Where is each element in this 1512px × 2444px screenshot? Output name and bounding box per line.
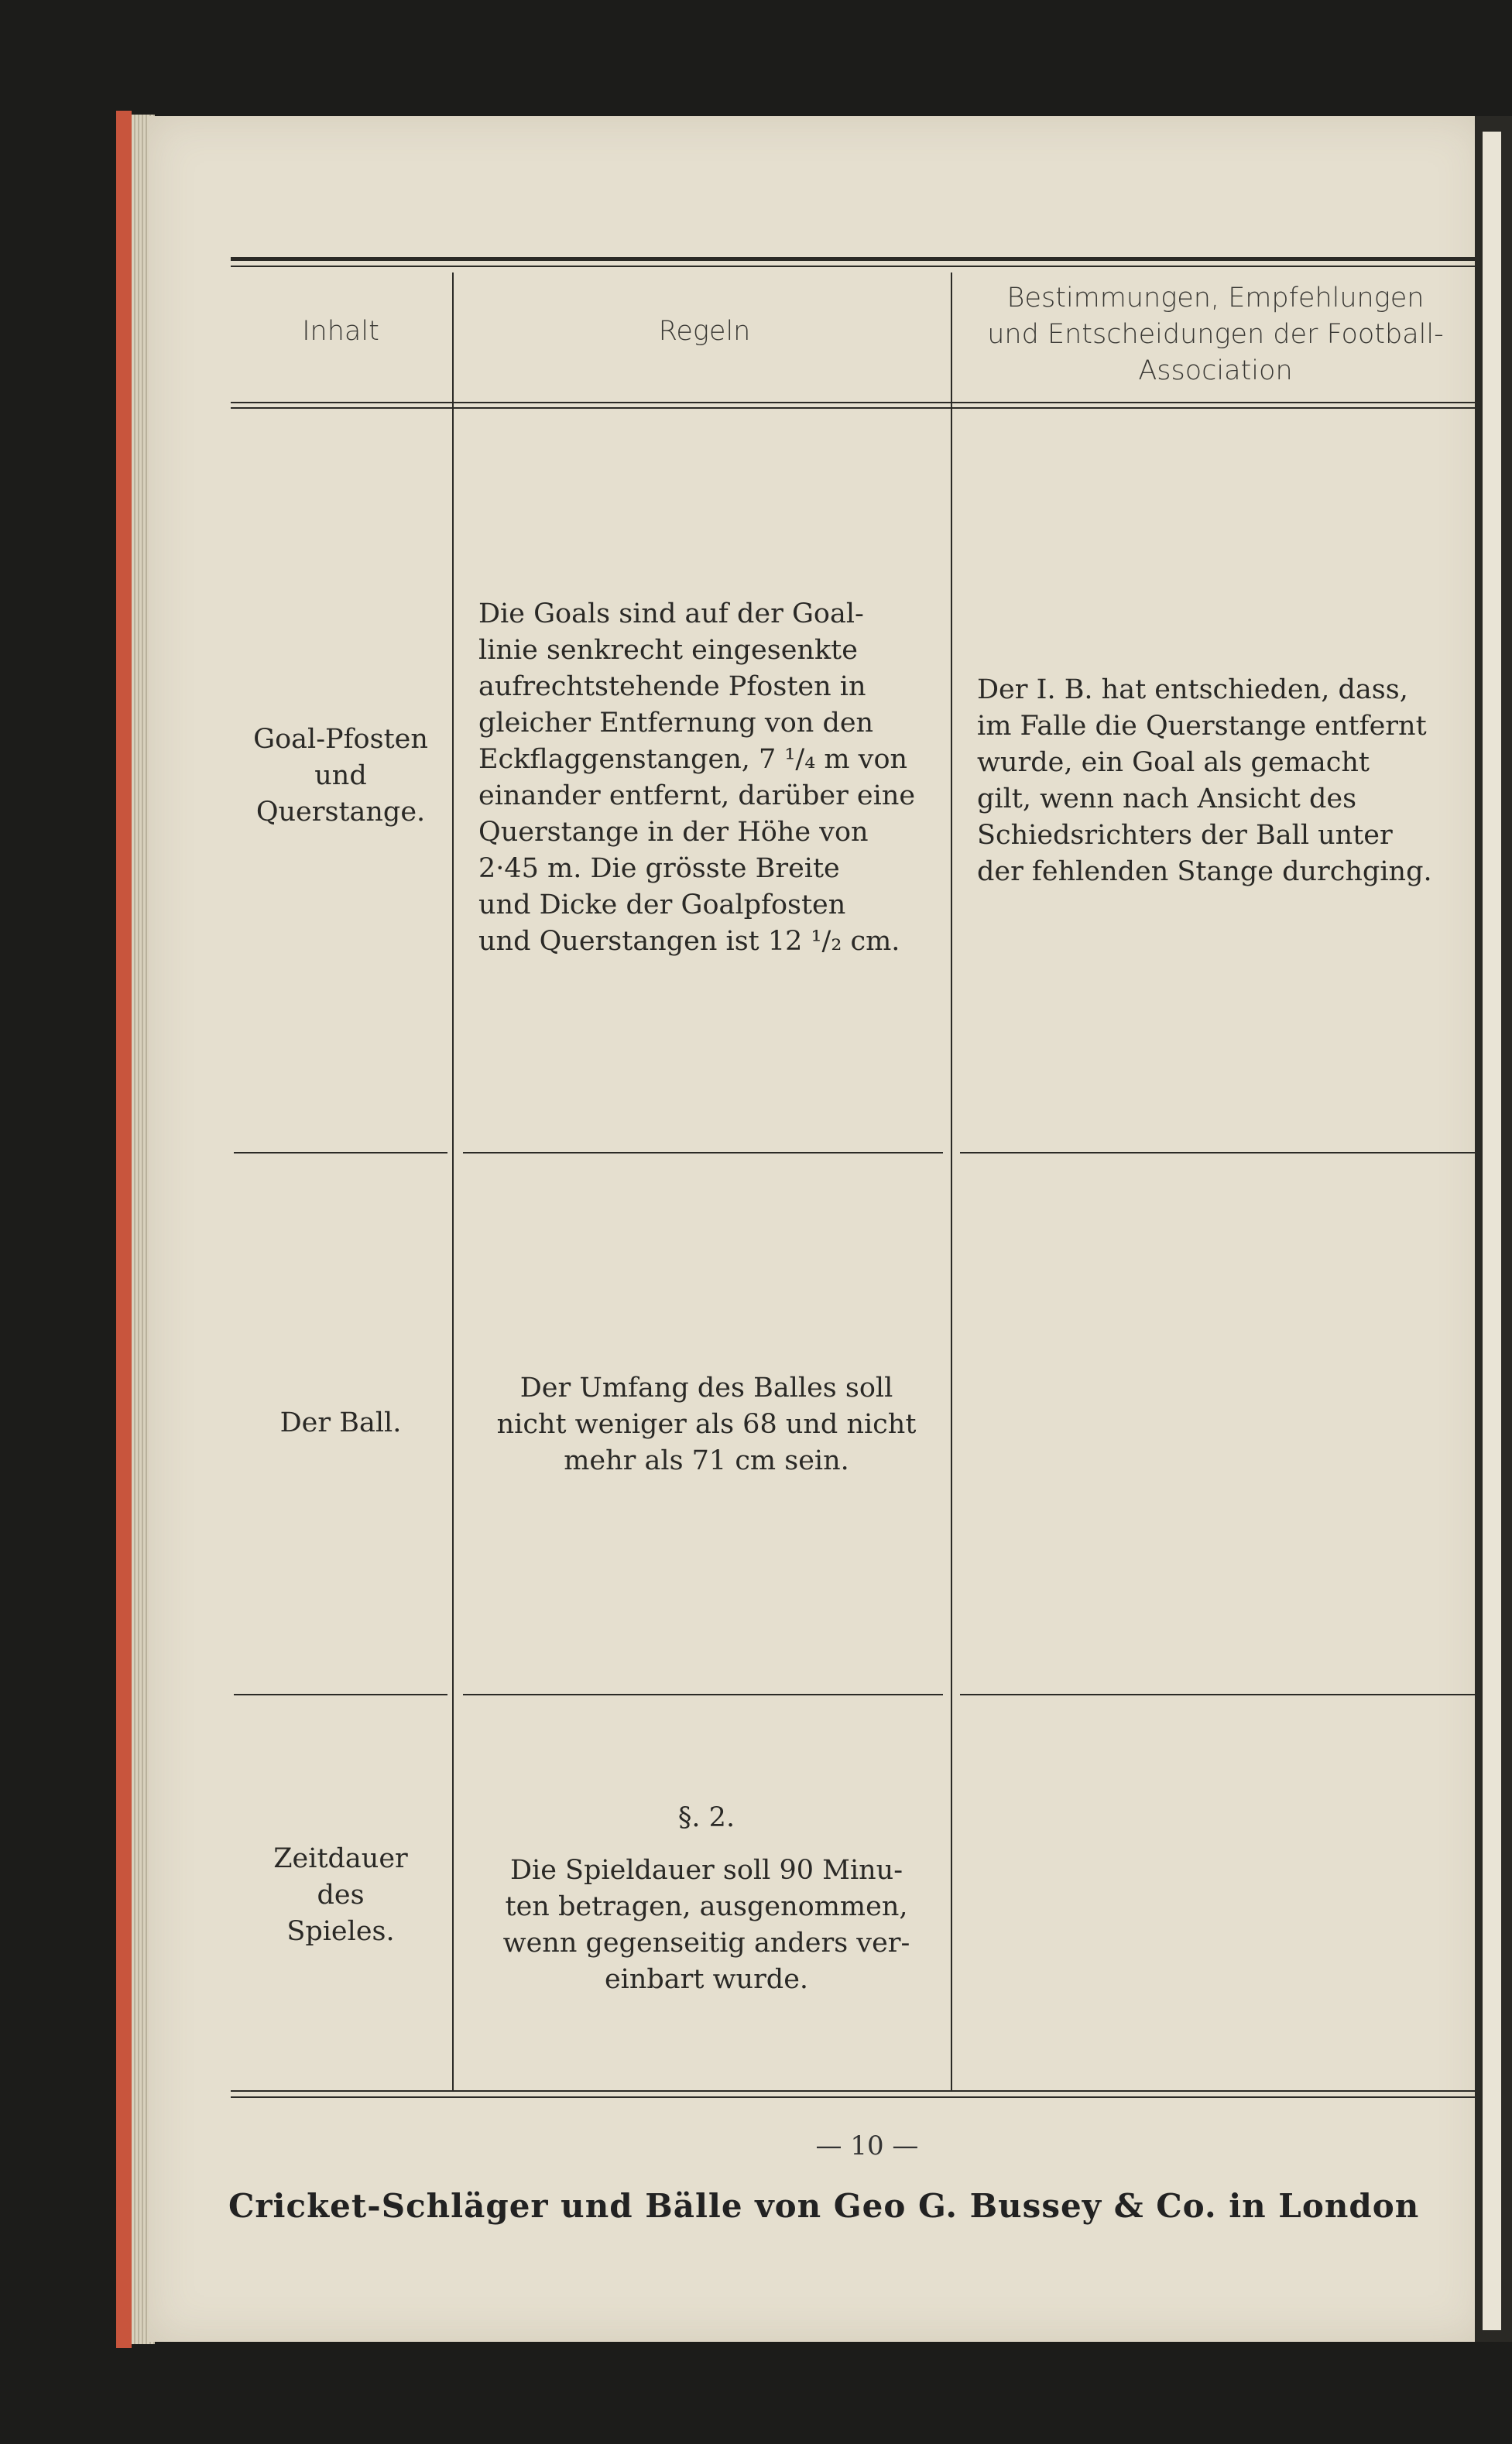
row3-inhalt-line: des bbox=[317, 1880, 365, 1911]
row1-inhalt-line: Goal-Pfosten bbox=[253, 724, 428, 755]
row3-inhalt-line: Spieles. bbox=[286, 1916, 395, 1947]
row1-regeln-line: Querstange in der Höhe von bbox=[478, 817, 869, 848]
column-rule-1 bbox=[452, 273, 454, 2092]
row3-regeln-line: Die Spieldauer soll 90 Minu- bbox=[509, 1855, 903, 1886]
row-rule-2b bbox=[463, 1694, 943, 1695]
row1-inhalt-line: Querstange. bbox=[255, 797, 426, 828]
row3-inhalt bbox=[232, 1841, 449, 1950]
row-rule-2a bbox=[234, 1694, 447, 1695]
header-rule-2 bbox=[231, 407, 1479, 409]
row3-regeln-line: ten betragen, ausgenommen, bbox=[505, 1891, 908, 1922]
header-bestimmungen-line: Bestimmungen, Empfehlungen bbox=[1006, 283, 1425, 314]
row1-bestimmungen bbox=[977, 672, 1473, 890]
row1-regeln-line: 2·45 m. Die grösste Breite bbox=[478, 853, 840, 884]
row3-regeln-line: einbart wurde. bbox=[604, 1964, 809, 1995]
page-paper bbox=[149, 116, 1484, 2342]
row1-regeln-line: einander entfernt, darüber eine bbox=[478, 780, 916, 811]
row3-inhalt-line: Zeitdauer bbox=[273, 1843, 408, 1874]
header-regeln: Regeln bbox=[658, 316, 751, 347]
bottom-rule-1 bbox=[231, 2090, 1479, 2092]
page-number: — 10 — bbox=[815, 2130, 919, 2161]
top-thick-rule bbox=[231, 257, 1479, 261]
row2-regeln-line: nicht weniger als 68 und nicht bbox=[496, 1409, 917, 1440]
column-rule-2 bbox=[951, 273, 952, 2092]
row1-bestimmungen-line: im Falle die Querstange entfernt bbox=[977, 711, 1427, 742]
book-spine bbox=[116, 111, 132, 2348]
row1-bestimmungen-line: der fehlenden Stange durchging. bbox=[977, 856, 1432, 887]
row3-regeln-line: wenn gegenseitig anders ver- bbox=[502, 1928, 910, 1959]
top-thin-rule bbox=[231, 266, 1479, 267]
row1-regeln-line: und Querstangen ist 12 ¹/₂ cm. bbox=[478, 926, 900, 957]
row1-inhalt bbox=[232, 722, 449, 831]
row-rule-1c bbox=[960, 1152, 1477, 1153]
row1-bestimmungen-line: Der I. B. hat entschieden, dass, bbox=[977, 674, 1408, 705]
footer-advertisement: Cricket-Schläger und Bälle von Geo G. Bussey & Co. in London bbox=[228, 2187, 1420, 2225]
bottom-rule-2 bbox=[231, 2096, 1479, 2098]
row-rule-2c bbox=[960, 1694, 1477, 1695]
row1-inhalt-line: und bbox=[314, 760, 367, 791]
header-inhalt: Inhalt bbox=[302, 316, 379, 347]
row2-inhalt-line: Der Ball. bbox=[279, 1407, 402, 1438]
row2-inhalt bbox=[232, 1405, 449, 1441]
row1-bestimmungen-line: Schiedsrichters der Ball unter bbox=[977, 820, 1393, 851]
row-rule-1a bbox=[234, 1152, 447, 1153]
row2-regeln-line: mehr als 71 cm sein. bbox=[564, 1445, 849, 1476]
header-rule-1 bbox=[231, 402, 1479, 403]
row3-section: §. 2. bbox=[677, 1802, 735, 1833]
row1-regeln-line: und Dicke der Goalpfosten bbox=[478, 890, 846, 920]
header-bestimmungen-line: Association bbox=[1138, 355, 1293, 386]
header-bestimmungen bbox=[954, 280, 1477, 389]
row1-regeln-line: linie senkrecht eingesenkte bbox=[478, 635, 858, 666]
row1-bestimmungen-line: wurde, ein Goal als gemacht bbox=[977, 747, 1370, 778]
row1-regeln-line: aufrechtstehende Pfosten in bbox=[478, 671, 866, 702]
row1-regeln-line: gleicher Entfernung von den bbox=[478, 708, 874, 739]
next-page-strip bbox=[1483, 132, 1501, 2330]
row1-regeln-line: Eckflaggenstangen, 7 ¹/₄ m von bbox=[478, 744, 908, 775]
row2-regeln-line: Der Umfang des Balles soll bbox=[519, 1373, 893, 1404]
row3-regeln bbox=[472, 1853, 941, 1998]
row1-regeln-line: Die Goals sind auf der Goal- bbox=[478, 598, 864, 629]
header-bestimmungen-line: und Entscheidungen der Football- bbox=[987, 319, 1444, 350]
row2-regeln bbox=[472, 1370, 941, 1479]
row-rule-1b bbox=[463, 1152, 943, 1153]
row1-regeln bbox=[478, 596, 934, 960]
row1-bestimmungen-line: gilt, wenn nach Ansicht des bbox=[977, 783, 1357, 814]
